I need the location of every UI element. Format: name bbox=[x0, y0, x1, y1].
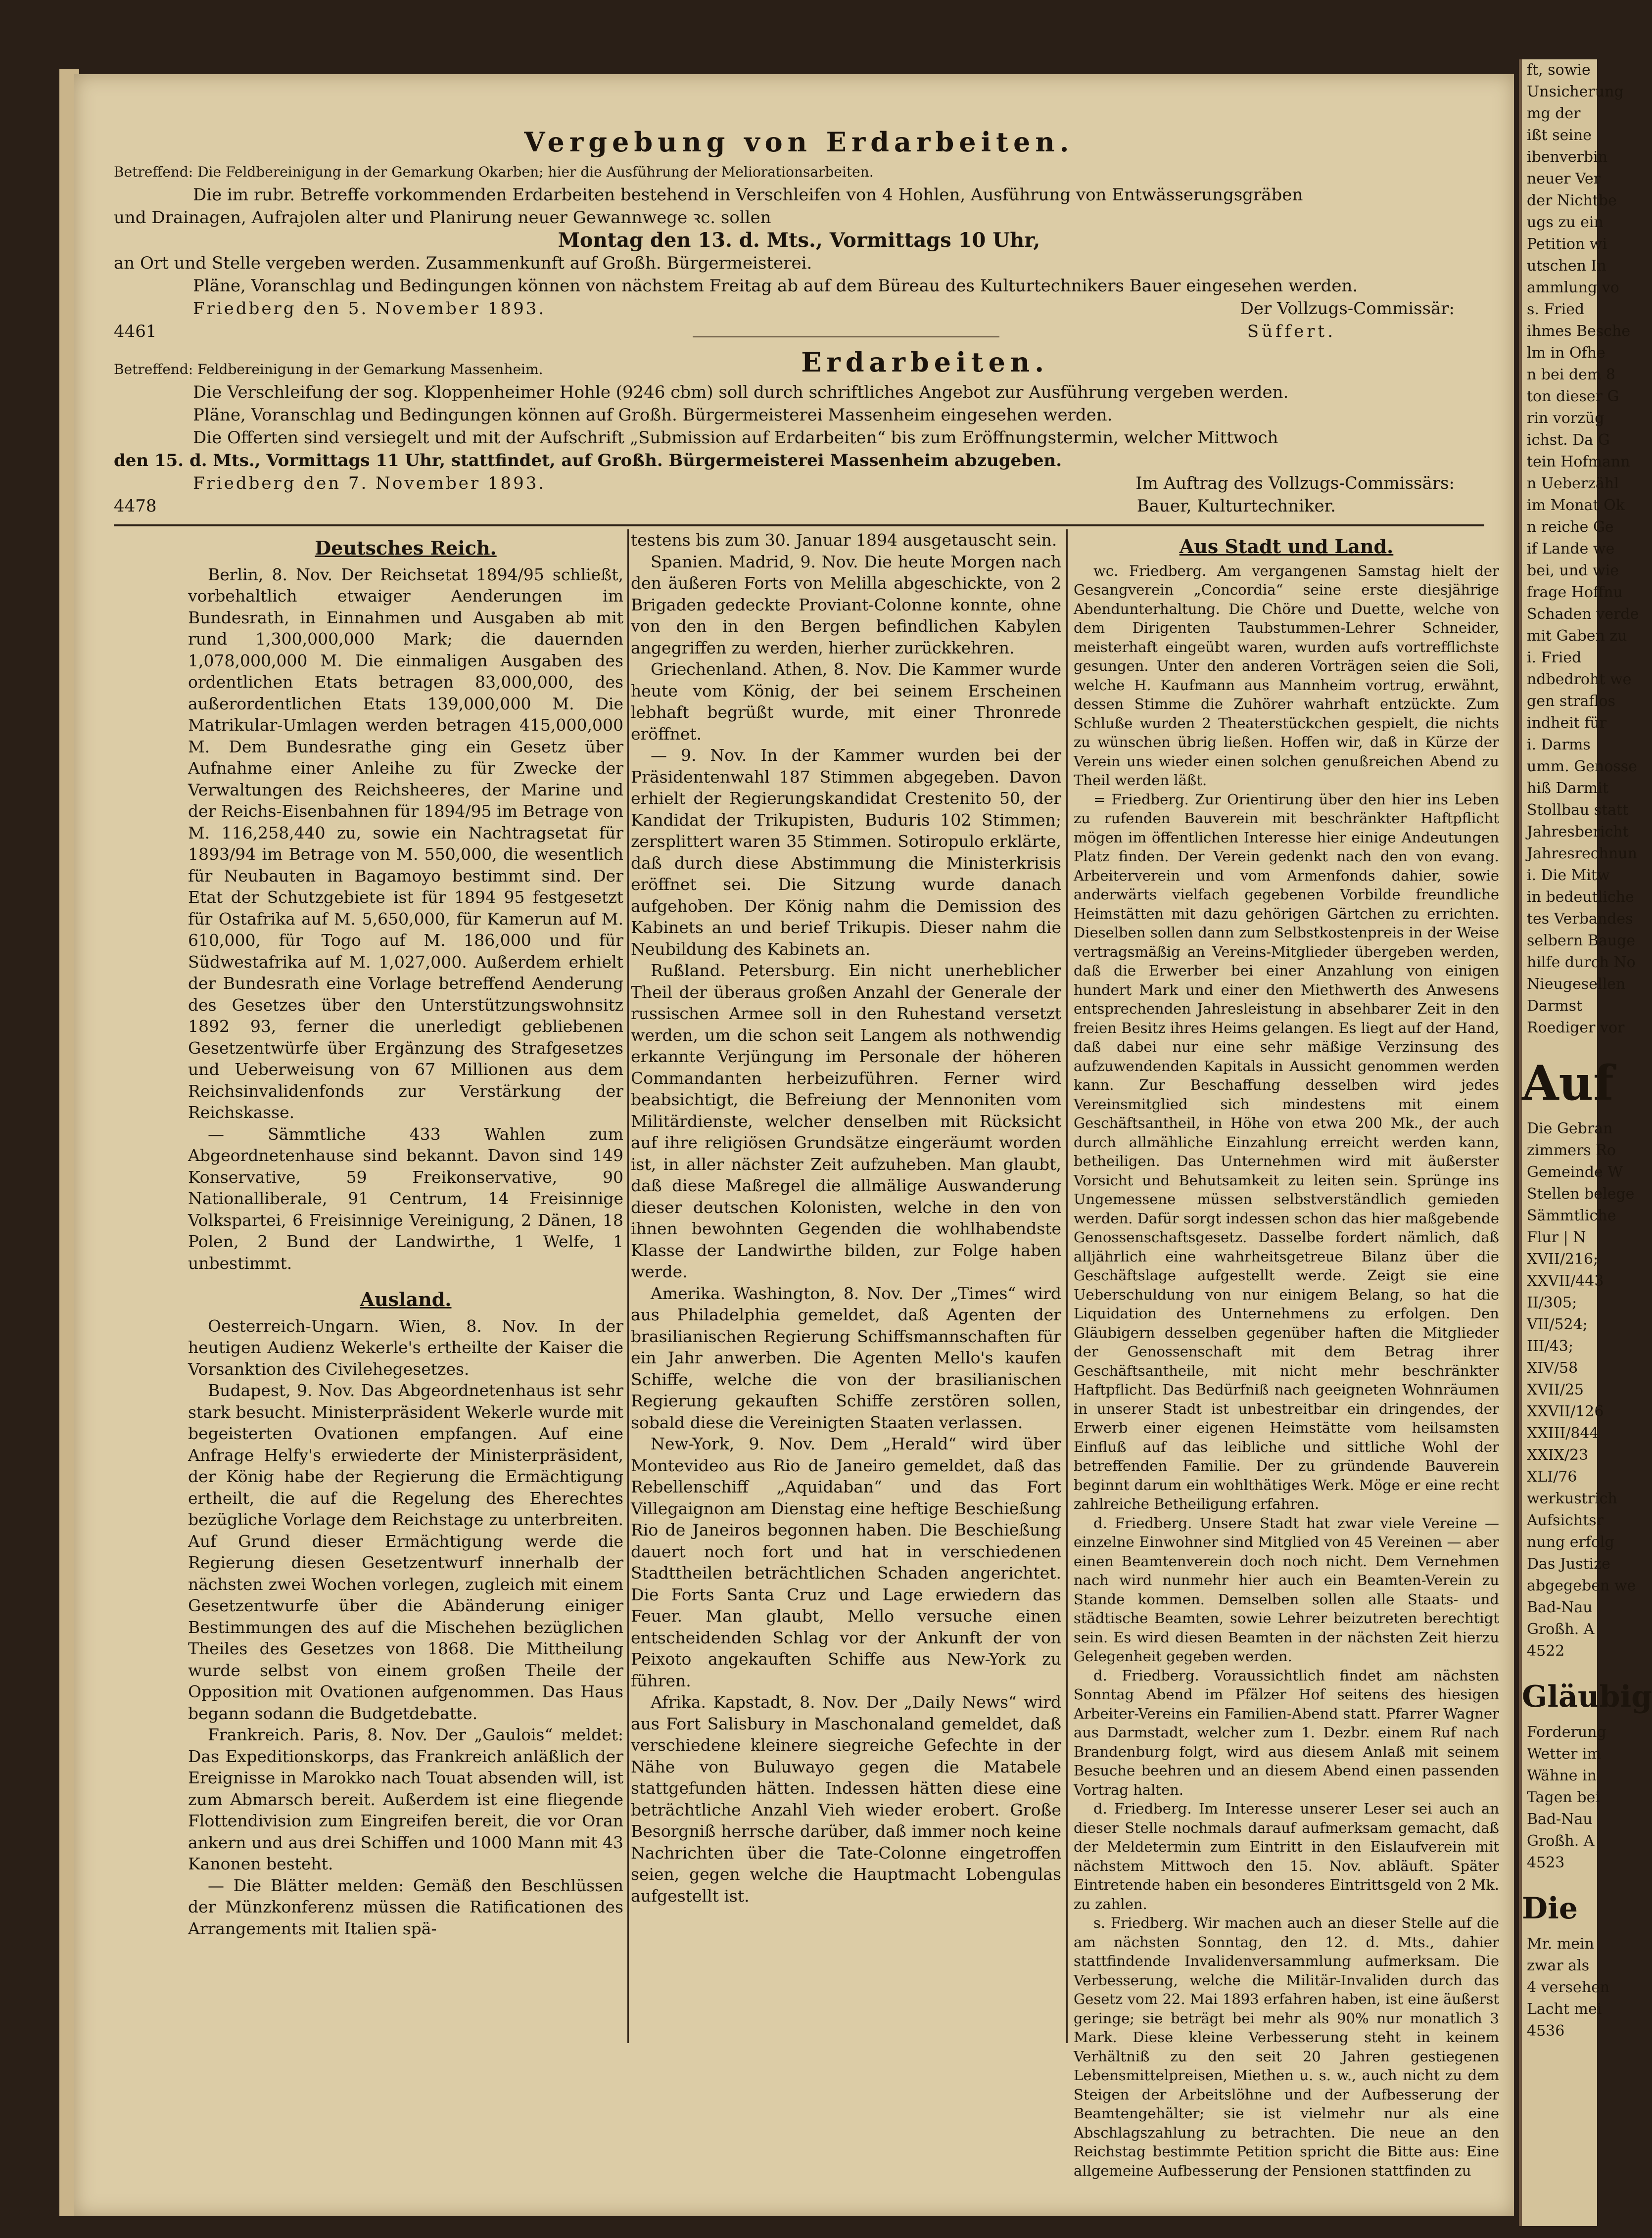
adjacent-page-line: i. Fried bbox=[1527, 649, 1582, 666]
adjacent-page-line: Jahresrechnun bbox=[1527, 845, 1637, 862]
ad-text: Die Verschleifung der sog. Kloppenheimer Hohle (9246 cbm) soll durch schriftliches Angebot zur Ausführung vergeben werden. bbox=[193, 382, 1289, 402]
adjacent-page-line: n bei dem 8 bbox=[1527, 366, 1615, 383]
adjacent-page-line: ndbedroht we bbox=[1527, 671, 1632, 688]
adjacent-page-line: Mr. mein bbox=[1527, 1935, 1594, 1953]
article-paragraph: — Die Blätter melden: Gemäß den Beschlüssen der Münzkonferenz müssen die Ratificationen des Arrangements mit Italien spä- bbox=[188, 1875, 623, 1938]
ad-text: und Drainagen, Aufrajolen alter und Planirung neuer Gewannwege ꝛc. sollen bbox=[114, 208, 771, 228]
adjacent-page-line: ton dieser G bbox=[1527, 388, 1619, 405]
ad-title: Erdarbeiten. bbox=[801, 346, 1049, 378]
adjacent-page-line: utschen In bbox=[1527, 257, 1606, 275]
adjacent-page-line: rin vorzüg bbox=[1527, 410, 1605, 427]
adjacent-page-line: II/305; bbox=[1527, 1294, 1577, 1311]
adjacent-page-line: Aufsichtsr bbox=[1527, 1512, 1604, 1529]
adjacent-page-line: zimmers Ro bbox=[1527, 1142, 1616, 1159]
adjacent-page-line: Unsicherung bbox=[1527, 83, 1624, 100]
adjacent-page-line: hiß Darmit bbox=[1527, 780, 1608, 797]
adjacent-page-line: i. Die Mitw bbox=[1527, 867, 1610, 884]
adjacent-page-heading: Auf bbox=[1522, 1055, 1614, 1111]
adjacent-page-line: III/43; bbox=[1527, 1338, 1573, 1355]
adjacent-page-line: werkustrich bbox=[1527, 1490, 1617, 1507]
ad-text: den 15. d. Mts., Vormittags 11 Uhr, stattfindet, auf Großh. Bürgermeisterei Massenheim abzugeben. bbox=[114, 451, 1062, 470]
article-paragraph: s. Friedberg. Wir machen auch an dieser Stelle auf die am nächsten Sonntag, den 12. d. Mts., dahier stattfindende Invalidenversammlung aufmerksam. Die Verbesserung, welche die Militär-Invaliden durch das Gesetz vom 22. Mai 1893 erfahren haben, ist eine äußerst geringe; sie beträgt bei mehr als 90% nur monatlich 3 Mark. Diese kleine Verbesserung steht in keinem Verhältniß zu den seit 20 Jahren gestiegenen Lebensmittelpreisen, Miethen u. s. w., auch nicht zu dem Steigen der Arbeitslöhne und der Aufbesserung der Beamtengehälter; sie ist vielmehr nur als eine Abschlagszahlung zu betrachten. Die neue an den Reichstag bestimmte Petition spricht die Bitte aus: Eine allgemeine Aufbesserung der Pensionen stattfinden zu bbox=[1074, 1914, 1499, 2179]
adjacent-page-line: XXIII/844 bbox=[1527, 1425, 1599, 1442]
adjacent-page-line: XVII/25 bbox=[1527, 1381, 1584, 1399]
article-paragraph: Griechenland. Athen, 8. Nov. Die Kammer wurde heute vom König, der bei seinem Erscheinen lebhaft begrüßt wurde, mit einer Thronrede eröffnet. bbox=[631, 659, 1061, 744]
adjacent-page-line: Lacht mei bbox=[1527, 2001, 1602, 2018]
column-ausland-continued bbox=[631, 529, 1061, 1907]
adjacent-page-line: hilfe durch No bbox=[1527, 954, 1636, 971]
adjacent-page-line: Stellen belege bbox=[1527, 1185, 1635, 1203]
ad-number: 4461 bbox=[114, 322, 157, 341]
adjacent-page-line: Großh. A bbox=[1527, 1832, 1595, 1850]
adjacent-page-line: XXIX/23 bbox=[1527, 1446, 1589, 1464]
adjacent-page-line: XXVII/443 bbox=[1527, 1272, 1604, 1290]
adjacent-page-line: ißt seine bbox=[1527, 127, 1592, 144]
adjacent-page-line: der Nichtbe bbox=[1527, 192, 1617, 209]
article-paragraph: wc. Friedberg. Am vergangenen Samstag hielt der Gesangverein „Concordia“ seine erste diesjährige Abendunterhaltung. Die Chöre und Duette, welche von dem Dirigenten Taubstummen-Lehrer Schneider, meisterhaft eingeübt waren, wurden aufs vortrefflichste gesungen. Unter den anderen Vorträgen seien die Soli, welche H. Kaufmann aus Mannheim vortrug, erwähnt, dessen Stimme die Zuhörer wahrhaft entzückte. Zum Schluße wurden 2 Theaterstückchen gespielt, die nichts zu wünschen übrig ließen. Hoffen wir, daß in Kürze der Verein uns wieder einen solchen genußreichen Abend zu Theil werden läßt. bbox=[1074, 562, 1499, 789]
adjacent-page-line: Wähne in bbox=[1527, 1767, 1597, 1784]
adjacent-page-line: bei, und wie bbox=[1527, 562, 1619, 579]
adjacent-page-line: selbern Bauge bbox=[1527, 932, 1636, 949]
adjacent-page-line: Bad-Nau bbox=[1527, 1811, 1593, 1828]
article-paragraph: d. Friedberg. Voraussichtlich findet am nächsten Sonntag Abend im Pfälzer Hof seitens des hiesigen Arbeiter-Vereins ein Familien-Abend statt. Pfarrer Wagner aus Darmstadt, welcher zum 1. Dezbr. einem Ruf nach Brandenburg folgt, wird aus diesem Anlaß mit seinem Besuche beehren und an diesem Abend einen passenden Vortrag halten. bbox=[1074, 1667, 1499, 1798]
article-paragraph: testens bis zum 30. Januar 1894 ausgetauscht sein. bbox=[631, 530, 1057, 550]
ad-signature: Bauer, Kulturtechniker. bbox=[1136, 496, 1336, 516]
adjacent-page-line: 4 versehen bbox=[1527, 1979, 1610, 1996]
column-deutsches-reich bbox=[188, 534, 623, 1939]
adjacent-page-line: Nieugesellen bbox=[1527, 976, 1626, 993]
advertisement-vergebung bbox=[114, 126, 1484, 343]
adjacent-page-line: Stollbau statt bbox=[1527, 801, 1629, 819]
adjacent-page-line: Großh. A bbox=[1527, 1621, 1595, 1638]
article-paragraph: = Friedberg. Zur Orientirung über den hier ins Leben zu rufenden Bauverein mit beschränkter Haftpflicht mögen im öffentlichen Interesse hier einige Andeutungen Platz finden. Der Verein gedenkt nach den von evang. Arbeiterverein und vom Armenfonds dahier, sowie anderwärts vielfach gegebenen Vorbilde freundliche Heimstätten mit dazu gehörigen Gärtchen zu errichten. Dieselben sollen dann zum Selbstkostenpreis in der Weise vertragsmäßig an Vereins-Mitglieder übergeben werden, daß die Erwerber bei einer Anzahlung von einigen hundert Mark und einer den Miethwerth des Anwesens entsprechenden Jahresleistung in absehbarer Zeit in den freien Besitz ihres Heims gelangen. Es liegt auf der Hand, daß dabei nur eine sehr mäßige Verzinsung des aufzuwendenden Kapitals in Aussicht genommen werden kann. Zur Beschaffung desselben wird jedes Vereinsmitglied sich mindestens mit einem Geschäftsantheil, in Höhe von etwa 200 Mk., der auch durch allmähliche Einzahlung erreicht werden kann, betheiligen. Das Unternehmen wird mit äußerster Vorsicht und Behutsamkeit zu leiten sein. Sprünge ins Ungemessene müssen selbstverständlich gemieden werden. Dafür sorgt indessen schon das hier maßgebende Genossenschaftsgesetz. Dasselbe fordert nämlich, daß alljährlich eine wahrheitsgetreue Bilanz über die Geschäftslage aufgestellt werde. Zeigt sie eine Ueberschuldung von nur einigem Belang, so hat die Liquidation des Unternehmens zu erfolgen. Den Gläubigern desselben gegenüber haften die Mitglieder der Genossenschaft mit dem Betrag ihrer Geschäftsantheile, mit nicht mehr beschränkter Haftpflicht. Das Bedürfniß nach geeigneten Wohnräumen in unserer Stadt ist unbestreitbar ein dringendes, der Erwerb einer eigenen Heimstätte vom heilsamsten Einfluß auf das leibliche und sittliche Wohl der betreffenden Familie. Der zu gründende Bauverein beginnt darum ein wohlthätiges Werk. Möge er eine recht zahlreiche Betheiligung erfahren. bbox=[1074, 791, 1499, 1512]
article-paragraph: Berlin, 8. Nov. Der Reichsetat 1894/95 schließt, vorbehaltlich etwaiger Aenderungen im Bundesrath, in Einnahmen und Ausgaben ab mit rund 1,300,000,000 Mark; die dauernden 1,078,000,000 M. Die einmaligen Ausgaben des ordentlichen Etats betragen 83,000,000, des außerordentlichen Etats 139,000,000 M. Die Matrikular-Umlagen werden betragen 415,000,000 M. Dem Bundesrathe ging ein Gesetz über Aufnahme einer Anleihe zu für Zwecke der Verwaltungen des Reichsheeres, der Marine und der Reichs-Eisenbahnen für 1894/95 im Betrage von M. 116,258,440 zu, sowie ein Nachtragsetat für 1893/94 im Betrage von M. 550,000, die wesentlich für Neubauten in Bagamoyo bestimmt sind. Der Etat der Schutzgebiete ist für 1894 95 festgesetzt für Ostafrika auf M. 5,650,000, für Kamerun auf M. 610,000, für Togo auf M. 186,000 und für Südwestafrika auf M. 1,027,000. Außerdem erhielt der Bundesrath eine Vorlage betreffend Aenderung des Gesetzes über den Unterstützungswohnsitz 1892 93, ferner die unerledigt gebliebenen Gesetzentwürfe über Ergänzung des Strafgesetzes und Ueberweisung von 67 Millionen aus dem Reichsinvalidenfonds zur Verstärkung der Reichskasse. bbox=[188, 564, 623, 1122]
adjacent-page-line: zwar als bbox=[1527, 1957, 1590, 1974]
ad-place-date: Friedberg den 5. November 1893. bbox=[193, 299, 546, 319]
ad-place-date: Friedberg den 7. November 1893. bbox=[193, 473, 546, 493]
ad-subject: Betreffend: Die Feldbereinigung in der Gemarkung Okarben; hier die Ausführung der Meliorationsarbeiten. bbox=[114, 164, 874, 180]
article-paragraph: d. Friedberg. Im Interesse unserer Leser sei auch an dieser Stelle nochmals darauf aufmerksam gemacht, daß der Meldetermin zum Eintritt in den Eislaufverein mit nächstem Mittwoch den 15. Nov. abläuft. Später Eintretende haben ein besonderes Eintrittsgeld von 2 Mk. zu zahlen. bbox=[1074, 1800, 1499, 1912]
adjacent-page-line: n reiche Ge bbox=[1527, 518, 1614, 536]
section-heading: Deutsches Reich. bbox=[315, 537, 497, 559]
adjacent-page-line: ichst. Da G bbox=[1527, 431, 1610, 449]
adjacent-page-line: indheit für bbox=[1527, 714, 1607, 732]
adjacent-page-line: mg der bbox=[1527, 105, 1581, 122]
article-paragraph: d. Friedberg. Unsere Stadt hat zwar viele Vereine — einzelne Einwohner sind Mitglied von 45 Vereinen — aber einen Beamtenverein doch noch nicht. Dem Vernehmen nach wird nunmehr hier auch ein Beamten-Verein zu Stande kommen. Demselben sollen alle Staats- und städtische Beamten, sowie Lehrer beizutreten berechtigt sein. Es wird diesen Beamten in der nächsten Zeit hierzu Gelegenheit gegeben werden. bbox=[1074, 1514, 1499, 1665]
adjacent-page-line: umm. Genosse bbox=[1527, 758, 1637, 775]
adjacent-page-line: ibenverbin bbox=[1527, 148, 1608, 166]
column-rule bbox=[1066, 529, 1068, 2043]
separator bbox=[693, 336, 999, 337]
adjacent-page-line: Wetter im bbox=[1527, 1745, 1601, 1763]
adjacent-page-line: im Monat Ok bbox=[1527, 497, 1625, 514]
ad-title: Vergebung von Erdarbeiten. bbox=[524, 126, 1074, 158]
adjacent-page-line: XVII/216; bbox=[1527, 1251, 1599, 1268]
adjacent-page-heading: Die bbox=[1522, 1891, 1578, 1926]
ad-signature-title: Der Vollzugs-Commissär: bbox=[1240, 299, 1455, 319]
adjacent-page-line: ugs zu ein bbox=[1527, 214, 1604, 231]
adjacent-page-line: Schaden verde bbox=[1527, 606, 1639, 623]
adjacent-page-line: Roediger vor bbox=[1527, 1019, 1625, 1036]
ad-number: 4478 bbox=[114, 496, 157, 516]
adjacent-page-line: nung erfolg bbox=[1527, 1534, 1614, 1551]
adjacent-page-line: tein Hofmann bbox=[1527, 453, 1630, 470]
column-aus-stadt-und-land bbox=[1074, 534, 1499, 2180]
adjacent-page-line: 4536 bbox=[1527, 2022, 1565, 2040]
adjacent-page-line: Tagen bei bbox=[1527, 1789, 1600, 1806]
section-heading: Aus Stadt und Land. bbox=[1179, 535, 1394, 558]
article-paragraph: New-York, 9. Nov. Dem „Herald“ wird über Montevideo aus Rio de Janeiro gemeldet, daß das Rebellenschiff „Aquidaban“ und das Fort Villegaignon am Dienstag eine heftige Beschießung Rio de Janeiros begonnen haben. Die Beschießung dauert noch fort und hat in verschiedenen Stadttheilen beträchtlichen Schaden angerichtet. Die Forts Santa Cruz und Lage erwiedern das Feuer. Man glaubt, Mello versuche einen entscheidenden Schlag vor der Ankunft der von Peixoto angekauften Schiffe aus New-York zu führen. bbox=[631, 1434, 1061, 1690]
article-paragraph: Amerika. Washington, 8. Nov. Der „Times“ wird aus Philadelphia gemeldet, daß Agenten der brasilianischen Regierung Schiffsmannschaften für ein Jahr anwerben. Die Agenten Mello's kaufen Schiffe, welche die von der brasilianischen Regierung gekauften Schiffe zerstören sollen, sobald diese die Vereinigten Staaten verlassen. bbox=[631, 1283, 1061, 1432]
ad-subject: Betreffend: Feldbereinigung in der Gemarkung Massenheim. bbox=[114, 361, 543, 377]
adjacent-page-line: in bedeutliche bbox=[1527, 888, 1634, 906]
adjacent-page-line: Flur | N bbox=[1527, 1229, 1586, 1246]
section-rule bbox=[114, 524, 1484, 526]
article-paragraph: Afrika. Kapstadt, 8. Nov. Der „Daily News“ wird aus Fort Salisbury in Maschonaland gemeldet, daß verschiedene kleinere siegreiche Gefechte in der Nähe von Buluwayo gegen die Matabele stattgefunden hätten. Indessen hätten diese eine beträchtliche Anzahl Vieh wieder erobert. Große Besorgniß herrsche darüber, daß immer noch keine Nachrichten über die Tate-Colonne eingetroffen seien, gegen welche die Hauptmacht Lobengulas aufgestellt ist. bbox=[631, 1692, 1061, 1906]
article-paragraph: Budapest, 9. Nov. Das Abgeordnetenhaus ist sehr stark besucht. Ministerpräsident Wekerle wurde mit begeisterten Ovationen empfangen. Auf eine Anfrage Helfy's erwiederte der Ministerpräsident, der König habe der Regierung die Ermächtigung ertheilt, die auf die Regelung des Eherechtes bezügliche Vorlage dem Reichstage zu unterbreiten. Auf Grund dieser Ermächtigung werde die Regierung diesen Gesetzentwurf innerhalb der nächsten zwei Wochen vorlegen, zugleich mit einem Gesetzentwurfe über die Abänderung einiger Bestimmungen des auf die Mischehen bezüglichen Theiles des Gesetzes von 1868. Die Mittheilung wurde selbst von einem großen Theile der Opposition mit Ovationen aufgenommen. Das Haus begann sodann die Budgetdebatte. bbox=[188, 1381, 623, 1723]
advertisement-erdarbeiten bbox=[114, 346, 1484, 517]
adjacent-page-line: mit Gaben zu bbox=[1527, 627, 1627, 645]
adjacent-page-line: Bad-Nau bbox=[1527, 1599, 1593, 1616]
adjacent-page-fragments bbox=[1522, 1933, 1610, 2042]
ad-text: Pläne, Voranschlag und Bedingungen können von nächstem Freitag ab auf dem Büreau des Kulturtechnikers Bauer eingesehen werden. bbox=[193, 276, 1358, 296]
article-paragraph: Oesterreich-Ungarn. Wien, 8. Nov. In der heutigen Audienz Wekerle's ertheilte der Kaiser die Vorsanktion des Civilehegesetzes. bbox=[188, 1316, 623, 1379]
adjacent-page-edge bbox=[1519, 59, 1652, 2226]
ad-text: Pläne, Voranschlag und Bedingungen können auf Großh. Bürgermeisterei Massenheim eingesehen werden. bbox=[193, 405, 1113, 425]
column-rule bbox=[627, 529, 629, 2043]
adjacent-page-line: Die Gebran bbox=[1527, 1120, 1613, 1137]
adjacent-page-line: abgegeben we bbox=[1527, 1577, 1636, 1594]
adjacent-page-line: 4523 bbox=[1527, 1854, 1565, 1871]
adjacent-page-heading: Gläubig bbox=[1522, 1679, 1652, 1714]
adjacent-page-line: VII/524; bbox=[1527, 1316, 1588, 1333]
article-paragraph: Rußland. Petersburg. Ein nicht unerheblicher Theil der überaus großen Anzahl der Generale der russischen Armee soll in den Ruhestand versetzt werden, um die schon seit Langem als nothwendig erkannte Verjüngung im Personale der höheren Commandanten herbeizuführen. Ferner wird beabsichtigt, die Befreiung der Mennoniten vom Militärdienste, welcher denselben mit Rücksicht auf ihre religiösen Grundsätze eingeräumt worden ist, in aller nächster Zeit aufzuheben. Man glaubt, daß diese Maßregel die allmälige Auswanderung dieser deutschen Kolonisten, welche in den von ihnen bewohnten Gegenden die wohlhabendste Klasse der Landwirthe bilden, zur Folge haben werde. bbox=[631, 961, 1061, 1281]
adjacent-page-line: XXVII/126 bbox=[1527, 1403, 1604, 1420]
adjacent-page-line: Sämmtliche bbox=[1527, 1207, 1616, 1224]
article-paragraph: — Sämmtliche 433 Wahlen zum Abgeordnetenhause sind bekannt. Davon sind 149 Konservative, 59 Freikonservative, 90 Nationalliberale, 91 Centrum, 14 Freisinnige Volkspartei, 6 Freisinnige Vereinigung, 2 Dänen, 18 Polen, 2 Bund der Landwirthe, 1 Welfe, 1 unbestimmt. bbox=[188, 1124, 623, 1273]
adjacent-page-line: Das Justize bbox=[1527, 1555, 1610, 1573]
ad-signature-title: Im Auftrag des Vollzugs-Commissärs: bbox=[1135, 473, 1455, 493]
adjacent-page-line: Gemeinde W bbox=[1527, 1164, 1623, 1181]
adjacent-page-line: s. Fried bbox=[1527, 301, 1585, 318]
adjacent-page-line: XIV/58 bbox=[1527, 1359, 1578, 1377]
ad-text: an Ort und Stelle vergeben werden. Zusammenkunft auf Großh. Bürgermeisterei. bbox=[114, 253, 812, 273]
adjacent-page-line: lm in Ofhe bbox=[1527, 344, 1605, 362]
ad-text: Die im rubr. Betreffe vorkommenden Erdarbeiten bestehend in Verschleifen von 4 Hohlen, Ausführung von Entwässerungsgräben bbox=[193, 185, 1303, 205]
adjacent-page-fragments bbox=[1522, 1118, 1636, 1662]
adjacent-page-line: gen straflos bbox=[1527, 693, 1615, 710]
adjacent-page-line: n Ueberzähl bbox=[1527, 475, 1619, 492]
adjacent-page-line: Darmst bbox=[1527, 997, 1583, 1015]
adjacent-page-line: neuer Ver bbox=[1527, 170, 1601, 187]
adjacent-page-line: ammlung vo bbox=[1527, 279, 1619, 296]
section-heading: Ausland. bbox=[360, 1288, 452, 1310]
article-paragraph: Spanien. Madrid, 9. Nov. Die heute Morgen nach den äußeren Forts von Melilla abgeschickte, von 2 Brigaden gedeckte Proviant-Colonne konnte, ohne von den in den Bergen befindlichen Kabylen angegriffen zu werden, hierher zurückkehren. bbox=[631, 552, 1061, 657]
adjacent-page-line: ft, sowie bbox=[1527, 61, 1591, 79]
article-paragraph: Frankreich. Paris, 8. Nov. Der „Gaulois“ meldet: Das Expeditionskorps, das Frankreich anläßlich der Ereignisse in Marokko nach Touat absenden will, ist zum Abmarsch bereit. Außerdem ist eine fliegende Flottendivision zum Eingreifen bereit, die vor Oran ankern und aus drei Schiffen und 1000 Mann mit 43 Kanonen besteht. bbox=[188, 1725, 623, 1873]
adjacent-page-line: Jahresbericht bbox=[1527, 823, 1629, 840]
adjacent-page-line: XLI/76 bbox=[1527, 1468, 1577, 1486]
article-paragraph: — 9. Nov. In der Kammer wurden bei der Präsidentenwahl 187 Stimmen abgegeben. Davon erhielt der Regierungskandidat Crestenito 50, der Kandidat der Trikupisten, Buduris 102 Stimmen; zersplittert waren 35 Stimmen. Sotiropulo erklärte, daß durch diese Abstimmung die Ministerkrisis eröffnet sei. Die Sitzung wurde danach aufgehoben. Der König nahm die Demission des Kabinets an und berief Trikupis. Dieser nahm die Neubildung des Kabinets an. bbox=[631, 746, 1061, 959]
adjacent-page-fragments bbox=[1522, 59, 1639, 1039]
adjacent-page-line: i. Darms bbox=[1527, 736, 1591, 753]
adjacent-page-line: ihmes Besche bbox=[1527, 323, 1631, 340]
adjacent-page-fragments bbox=[1522, 1722, 1606, 1874]
adjacent-page-line: 4522 bbox=[1527, 1642, 1565, 1660]
adjacent-page-line: Petition wi bbox=[1527, 235, 1607, 253]
ad-date-line: Montag den 13. d. Mts., Vormittags 10 Uhr, bbox=[558, 229, 1040, 252]
adjacent-page-line: Forderung bbox=[1527, 1724, 1606, 1741]
adjacent-page-line: if Lande we bbox=[1527, 540, 1615, 558]
adjacent-page-line: frage Hoffnu bbox=[1527, 584, 1623, 601]
ad-text: Die Offerten sind versiegelt und mit der Aufschrift „Submission auf Erdarbeiten“ bis zum Eröffnungstermin, welcher Mittwoch bbox=[193, 428, 1278, 448]
adjacent-page-line: tes Verbandes bbox=[1527, 910, 1633, 928]
ad-signature: Süffert. bbox=[1247, 322, 1336, 341]
